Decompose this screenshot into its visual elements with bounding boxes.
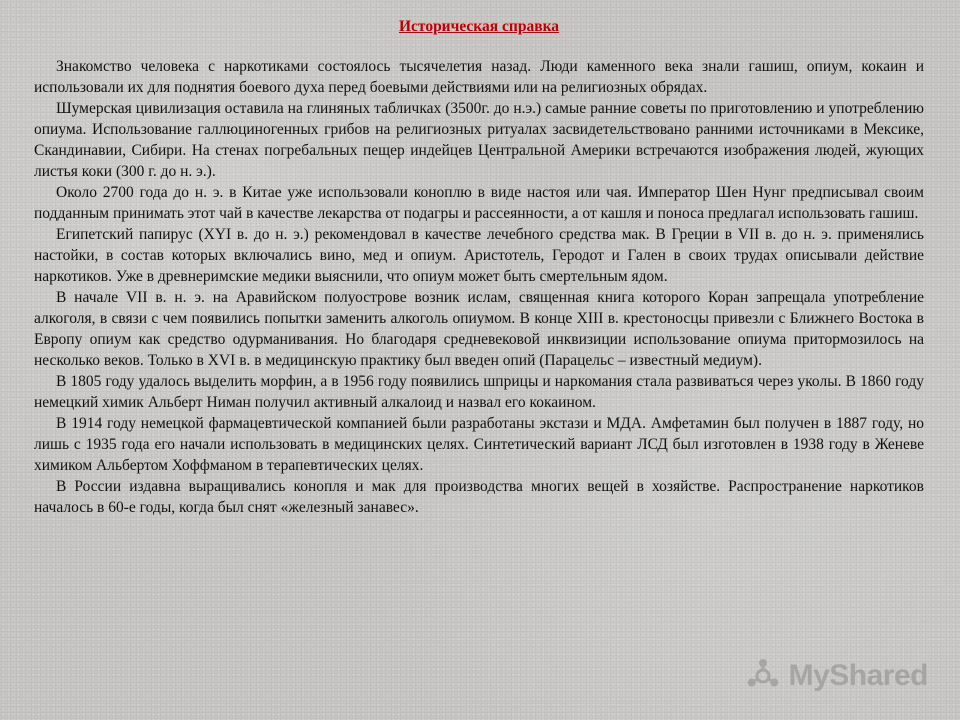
paragraph-synthetics: В 1914 году немецкой фармацевтической компанией были разработаны экстази и МДА. Амфетамин был получен в 1887 году, но лишь с 1935 года его начали использовать в медицинских целях. Синтетический вариант ЛСД был изготовлен в 1938 году в Женеве химиком Альбертом Хоффманом в терапевтических целях. [34,415,924,474]
paragraph-morphine-cocaine: В 1805 году удалось выделить морфин, а в 1956 году появились шприцы и наркомания стала развиваться через уколы. В 1860 году немецкий химик Альберт Ниман получил активный алкалоид и назвал его кокаином. [34,373,924,411]
myshared-logo-icon [743,656,783,696]
body-text [34,56,924,518]
watermark-text: MyShared [788,659,928,692]
myshared-watermark [743,656,928,696]
paragraph-islam-crusades: В начале VII в. н. э. на Аравийском полуострове возник ислам, священная книга которого Коран запрещала употребление алкоголя, в связи с чем появились попытки заменить алкоголь опиумом. В конце XIII в. крестоносцы привезли с Ближнего Востока в Европу опиум как средство одурманивания. Но благодаря средневековой инквизиции использование опиума притормозилось на несколько веков. Только в XVI в. в медицинскую практику был введен опий (Парацельс – известный медиум). [34,289,924,369]
paragraph-russia: В России издавна выращивались конопля и мак для производства многих вещей в хозяйстве. Распространение наркотиков началось в 60-е годы, когда был снят «железный занавес». [34,478,924,516]
paragraph-sumer: Шумерская цивилизация оставила на глиняных табличках (3500г. до н.э.) самые ранние советы по приготовлению и употреблению опиума. Использование галлюциногенных грибов на религиозных ритуалах засвидетельствовано ранними источниками в Мексике, Скандинавии, Сибири. На стенах погребальных пещер индейцев Центральной Америки встречаются изображения людей, жующих листья коки (300 г. до н. э.). [34,100,924,180]
paragraph-stone-age: Знакомство человека с наркотиками состоялось тысячелетия назад. Люди каменного века знали гашиш, опиум, кокаин и использовали их для поднятия боевого духа перед боевыми действиями или на религиозных обрядах. [34,58,924,96]
paragraph-china: Около 2700 года до н. э. в Китае уже использовали коноплю в виде настоя или чая. Император Шен Нунг предписывал своим подданным принимать этот чай в качестве лекарства от подагры и рассеянности, а от кашля и поноса предлагал использовать гашиш. [34,184,924,222]
slide-title: Историческая справка [398,18,560,35]
paragraph-egypt-greece: Египетский папирус (XYI в. до н. э.) рекомендовал в качестве лечебного средства мак. В Греции в VII в. до н. э. применялись настойки, в состав которых включались вино, мед и опиум. Аристотель, Геродот и Гален в своих трудах описывали действие наркотиков. Уже в древнеримские медики выяснили, что опиум может быть смертельным ядом. [34,226,924,285]
slide-content [34,18,924,518]
